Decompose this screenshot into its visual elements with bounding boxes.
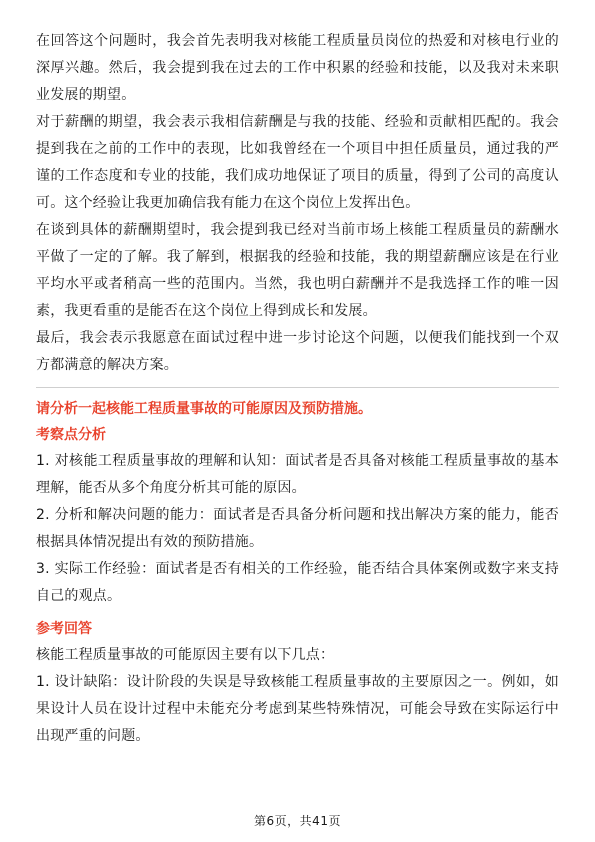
intro-paragraph: 在谈到具体的薪酬期望时，我会提到我已经对当前市场上核能工程质量员的薪酬水平做了一定的了解。我了解到，根据我的经验和技能，我的期望薪酬应该是在行业平均水平或者稍高一些的范围内。当然，我也明白薪酬并不是我选择工作的唯一因素，我更看重的是能否在这个岗位上得到成长和发展。	[36, 222, 559, 319]
question-heading: 请分析一起核能工程质量事故的可能原因及预防措施。	[36, 401, 372, 417]
reference-intro: 核能工程质量事故的可能原因主要有以下几点：	[36, 647, 335, 663]
intro-paragraph: 在回答这个问题时，我会首先表明我对核能工程质量员岗位的热爱和对核电行业的深厚兴趣。然后，我会提到我在过去的工作中积累的经验和技能，以及我对未来职业发展的期望。	[36, 33, 559, 103]
reference-title: 参考回答	[36, 621, 92, 637]
analysis-item: 3. 实际工作经验：面试者是否有相关的工作经验，能否结合具体案例或数字来支持自己的观点。	[36, 561, 559, 604]
document-page	[36, 28, 559, 750]
reference-item: 1. 设计缺陷：设计阶段的失误是导致核能工程质量事故的主要原因之一。例如，如果设计人员在设计过程中未能充分考虑到某些特殊情况，可能会导致在实际运行中出现严重的问题。	[36, 674, 559, 744]
analysis-item: 2. 分析和解决问题的能力：面试者是否具备分析问题和找出解决方案的能力，能否根据具体情况提出有效的预防措施。	[36, 507, 559, 550]
section-divider	[36, 387, 559, 388]
page-number: 第6页，共41页	[254, 814, 341, 828]
intro-paragraph: 最后，我会表示我愿意在面试过程中进一步讨论这个问题，以便我们能找到一个双方都满意的解决方案。	[36, 330, 559, 373]
intro-paragraph: 对于薪酬的期望，我会表示我相信薪酬是与我的技能、经验和贡献相匹配的。我会提到我在之前的工作中的表现，比如我曾经在一个项目中担任质量员，通过我的严谨的工作态度和专业的技能，我们成功地保证了项目的质量，得到了公司的高度认可。这个经验让我更加确信我有能力在这个岗位上发挥出色。	[36, 114, 559, 211]
analysis-title: 考察点分析	[36, 427, 106, 443]
analysis-item: 1. 对核能工程质量事故的理解和认知：面试者是否具备对核能工程质量事故的基本理解，能否从多个角度分析其可能的原因。	[36, 453, 559, 496]
